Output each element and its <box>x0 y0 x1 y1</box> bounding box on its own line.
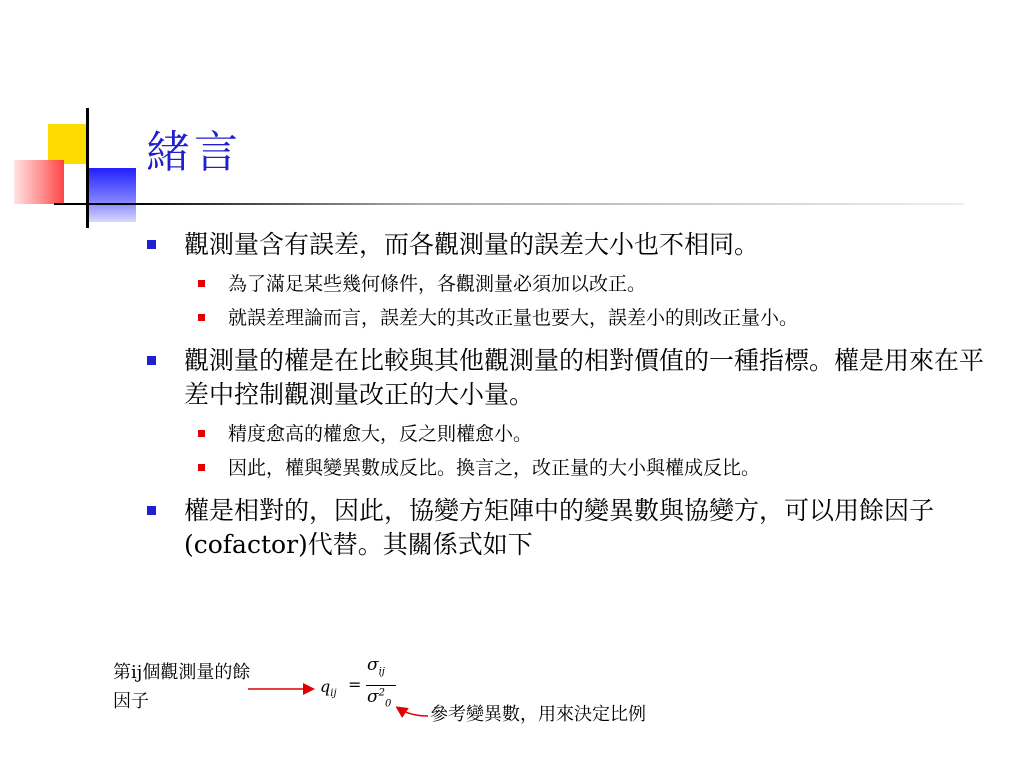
arrow-to-denominator-icon <box>398 708 428 716</box>
formula-numerator: $\sigma_{ij}$ <box>367 655 385 678</box>
bullet-text-1: 觀測量含有誤差，而各觀測量的誤差大小也不相同。 <box>184 230 760 259</box>
sub-bullet-text-1-2: 就誤差理論而言，誤差大的其改正量也要大，誤差小的則改正量小。 <box>228 307 799 329</box>
bullet-text-2: 觀測量的權是在比較與其他觀測量的相對價值的一種指標。權是用來在平差中控制觀測量改正的大小量。 <box>184 346 985 409</box>
formula-denominator: $\sigma^2_0$ <box>367 687 392 710</box>
slide-title: 緒言 <box>146 127 242 178</box>
formula-equals: = <box>348 675 362 694</box>
sub-bullet-text-2-2: 因此，權與變異數成反比。換言之，改正量的大小與權成反比。 <box>228 457 761 479</box>
sub-bullet-text-1-1: 為了滿足某些幾何條件，各觀測量必須加以改正。 <box>228 273 647 295</box>
bullet-text-3: 權是相對的，因此，協變方矩陣中的變異數與協變方，可以用餘因子(cofactor)代替。其關係式如下 <box>184 496 935 559</box>
reference-variance-annotation: 參考變異數，用來決定比例 <box>430 704 646 725</box>
sub-bullet-text-2-1: 精度愈高的權愈大，反之則權愈小。 <box>228 423 533 445</box>
cofactor-annotation: 第ij個觀測量的餘因子 <box>113 662 251 712</box>
formula-lhs: $q_{ij}$ <box>320 677 337 700</box>
